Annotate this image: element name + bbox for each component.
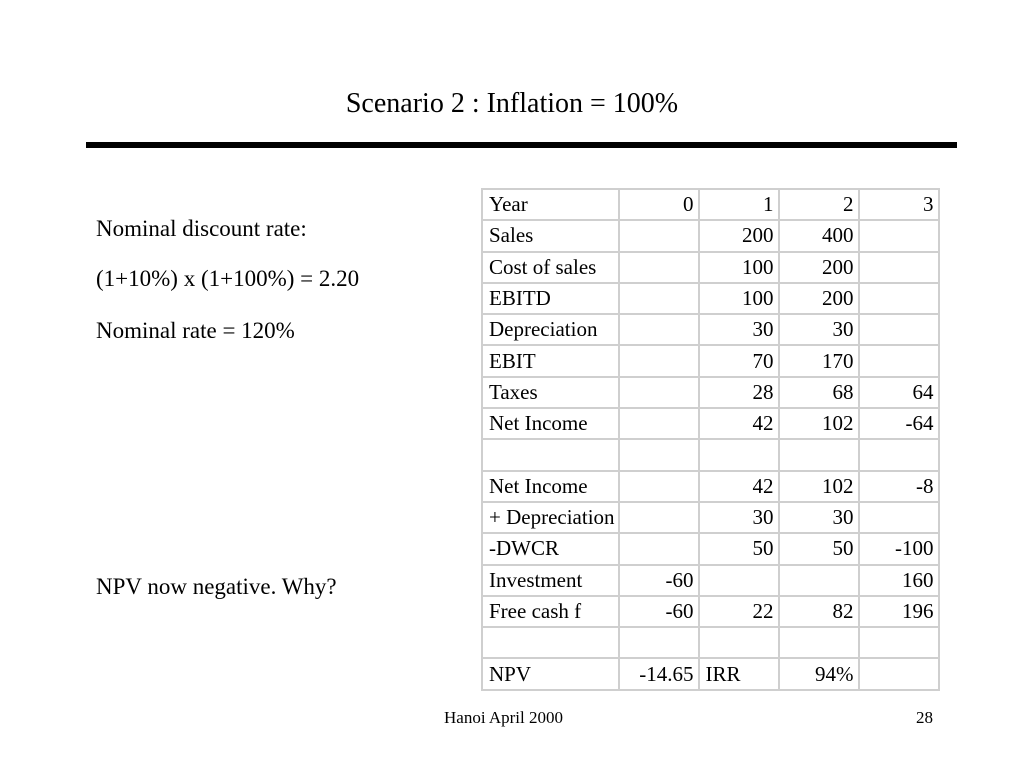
- value-cell: [779, 439, 859, 470]
- value-cell: 102: [779, 408, 859, 439]
- value-cell: 1: [699, 189, 779, 220]
- slide-title: Scenario 2 : Inflation = 100%: [345, 88, 679, 119]
- value-cell: 30: [779, 314, 859, 345]
- discount-rate-formula: (1+10%) x (1+100%) = 2.20: [96, 266, 360, 291]
- value-cell: [619, 502, 699, 533]
- title-divider: [86, 142, 957, 148]
- value-cell: 200: [779, 252, 859, 283]
- value-cell: [699, 627, 779, 658]
- row-label-cell: EBITD: [482, 283, 619, 314]
- value-cell: 102: [779, 471, 859, 502]
- row-label-cell: NPV: [482, 658, 619, 689]
- value-cell: IRR: [699, 658, 779, 689]
- value-cell: [699, 565, 779, 596]
- value-cell: 50: [779, 533, 859, 564]
- row-label-cell: [482, 439, 619, 470]
- value-cell: 100: [699, 252, 779, 283]
- value-cell: [619, 533, 699, 564]
- value-cell: -14.65: [619, 658, 699, 689]
- value-cell: [859, 658, 939, 689]
- footer-location-date: Hanoi April 2000: [444, 708, 563, 727]
- table-row: [482, 658, 939, 689]
- value-cell: 64: [859, 377, 939, 408]
- table-row: [482, 627, 939, 658]
- table-row: [482, 408, 939, 439]
- row-label-cell: [482, 627, 619, 658]
- value-cell: [619, 314, 699, 345]
- value-cell: [619, 345, 699, 376]
- value-cell: 50: [699, 533, 779, 564]
- value-cell: [859, 345, 939, 376]
- value-cell: 170: [779, 345, 859, 376]
- value-cell: 196: [859, 596, 939, 627]
- value-cell: [619, 471, 699, 502]
- row-label-cell: Sales: [482, 220, 619, 251]
- value-cell: 2: [779, 189, 859, 220]
- value-cell: [859, 502, 939, 533]
- value-cell: 30: [699, 314, 779, 345]
- row-label-cell: Year: [482, 189, 619, 220]
- value-cell: 70: [699, 345, 779, 376]
- discount-rate-heading: Nominal discount rate:: [96, 216, 307, 241]
- value-cell: [619, 377, 699, 408]
- page-number: 28: [916, 708, 933, 727]
- value-cell: [619, 252, 699, 283]
- cash-flow-table: [481, 188, 940, 691]
- table-row: [482, 283, 939, 314]
- value-cell: 160: [859, 565, 939, 596]
- table-row: [482, 439, 939, 470]
- value-cell: 0: [619, 189, 699, 220]
- value-cell: [859, 283, 939, 314]
- value-cell: [779, 627, 859, 658]
- table-row: [482, 565, 939, 596]
- table-row: [482, 314, 939, 345]
- nominal-rate-text: Nominal rate = 120%: [96, 318, 295, 343]
- value-cell: [859, 220, 939, 251]
- value-cell: 200: [779, 283, 859, 314]
- value-cell: 94%: [779, 658, 859, 689]
- value-cell: [619, 220, 699, 251]
- table-row: [482, 220, 939, 251]
- value-cell: [619, 439, 699, 470]
- value-cell: [619, 283, 699, 314]
- value-cell: 22: [699, 596, 779, 627]
- value-cell: [859, 439, 939, 470]
- table-row: [482, 596, 939, 627]
- value-cell: [619, 627, 699, 658]
- value-cell: 200: [699, 220, 779, 251]
- row-label-cell: + Depreciation: [482, 502, 619, 533]
- row-label-cell: EBIT: [482, 345, 619, 376]
- value-cell: 28: [699, 377, 779, 408]
- value-cell: -64: [859, 408, 939, 439]
- row-label-cell: Taxes: [482, 377, 619, 408]
- value-cell: -60: [619, 565, 699, 596]
- value-cell: 42: [699, 471, 779, 502]
- value-cell: [859, 314, 939, 345]
- row-label-cell: Cost of sales: [482, 252, 619, 283]
- value-cell: -100: [859, 533, 939, 564]
- table-row: [482, 189, 939, 220]
- value-cell: [859, 627, 939, 658]
- table-row: [482, 377, 939, 408]
- value-cell: [859, 252, 939, 283]
- value-cell: [779, 565, 859, 596]
- row-label-cell: Depreciation: [482, 314, 619, 345]
- value-cell: 82: [779, 596, 859, 627]
- row-label-cell: Free cash f: [482, 596, 619, 627]
- value-cell: 100: [699, 283, 779, 314]
- table-row: [482, 471, 939, 502]
- npv-question-text: NPV now negative. Why?: [96, 574, 337, 599]
- value-cell: -60: [619, 596, 699, 627]
- value-cell: -8: [859, 471, 939, 502]
- value-cell: 3: [859, 189, 939, 220]
- value-cell: 30: [779, 502, 859, 533]
- value-cell: 68: [779, 377, 859, 408]
- row-label-cell: Net Income: [482, 408, 619, 439]
- row-label-cell: Investment: [482, 565, 619, 596]
- table-row: [482, 252, 939, 283]
- value-cell: 400: [779, 220, 859, 251]
- value-cell: 42: [699, 408, 779, 439]
- value-cell: 30: [699, 502, 779, 533]
- table-row: [482, 533, 939, 564]
- table-row: [482, 345, 939, 376]
- value-cell: [619, 408, 699, 439]
- table-row: [482, 502, 939, 533]
- value-cell: [699, 439, 779, 470]
- row-label-cell: Net Income: [482, 471, 619, 502]
- row-label-cell: -DWCR: [482, 533, 619, 564]
